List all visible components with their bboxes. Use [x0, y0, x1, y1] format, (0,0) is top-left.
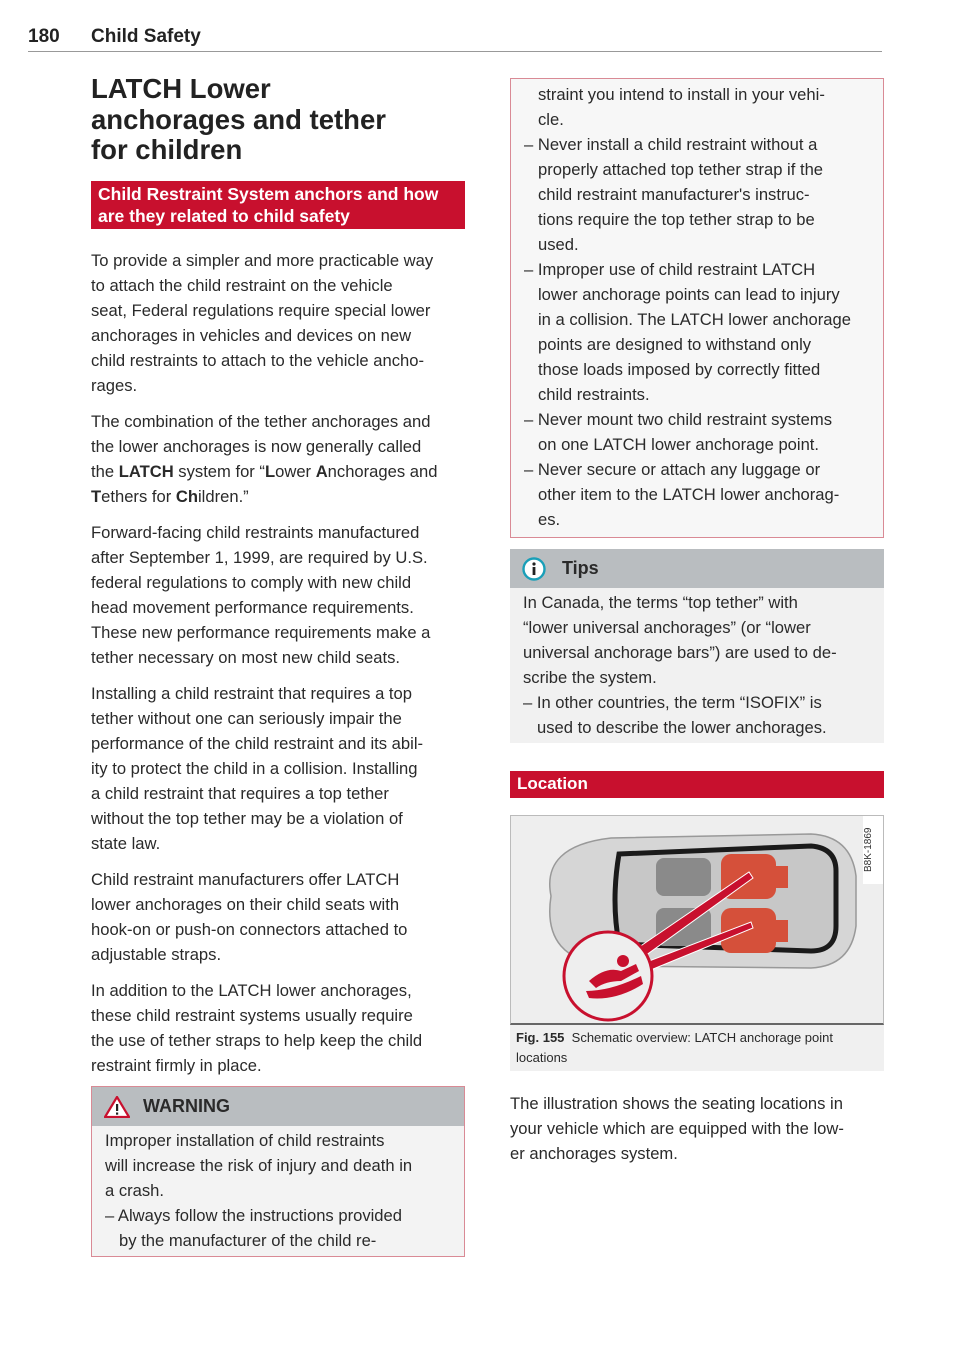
- text: system for “: [173, 462, 265, 481]
- figure-caption: [510, 1025, 884, 1071]
- warning-header: [92, 1087, 464, 1126]
- text-line: – Always follow the instructions provided: [105, 1206, 402, 1225]
- car-illustration: [510, 815, 884, 1025]
- caption-text: Schematic overview: LATCH anchorage point: [571, 1030, 833, 1045]
- bold-text: T: [91, 487, 102, 506]
- text-line: points are designed to withstand only: [538, 335, 812, 354]
- caption-text: locations: [516, 1050, 568, 1065]
- text: nchorages and: [327, 462, 438, 481]
- warning-box: [91, 1086, 465, 1257]
- tips-item: [523, 690, 872, 740]
- warning-text: [524, 82, 871, 132]
- bold-text: Ch: [175, 487, 198, 506]
- title-line: LATCH Lower: [91, 73, 271, 104]
- location-heading: Location: [510, 771, 884, 798]
- info-icon: [522, 557, 546, 581]
- left-column: [91, 181, 465, 1089]
- text-line: “lower universal anchorages” (or “lower: [523, 618, 811, 637]
- text-line: lower anchorage points can lead to injury: [538, 285, 840, 304]
- page-title: [91, 74, 471, 166]
- figure-155: [510, 815, 884, 1071]
- warning-text: [105, 1128, 452, 1203]
- bold-text: A: [315, 462, 328, 481]
- text-line: anchorages in vehicles and devices on new: [91, 326, 412, 345]
- text-line: federal regulations to comply with new child: [91, 573, 412, 592]
- text-line: [91, 459, 465, 484]
- text: ildren.”: [197, 487, 249, 506]
- text-line: The combination of the tether anchorages and: [91, 412, 431, 431]
- title-line: for children: [91, 134, 243, 165]
- text-line: a child restraint that requires a top tether: [91, 784, 389, 803]
- tips-text: [523, 590, 872, 690]
- text: the: [91, 462, 119, 481]
- latch-paragraph: [91, 409, 465, 509]
- text-line: these child restraint systems usually require: [91, 1006, 413, 1025]
- warning-title: WARNING: [143, 1096, 230, 1116]
- text-line: a crash.: [105, 1181, 165, 1200]
- subheading-line: are they related to child safety: [98, 206, 350, 226]
- subheading-line: Child Restraint System anchors and how: [98, 184, 439, 204]
- text-line: by the manufacturer of the child re-: [119, 1231, 377, 1250]
- text-line: those loads imposed by correctly fitted: [538, 360, 821, 379]
- text-line: will increase the risk of injury and death in: [105, 1156, 413, 1175]
- text-line: Installing a child restraint that requires a top: [91, 684, 412, 703]
- text-line: ity to protect the child in a collision. Installing: [91, 759, 418, 778]
- text-line: head movement performance requirements.: [91, 598, 414, 617]
- text-line: – Improper use of child restraint LATCH: [524, 260, 816, 279]
- text-line: properly attached top tether strap if the: [538, 160, 824, 179]
- warning-item: [524, 132, 871, 257]
- text-line: to attach the child restraint on the vehicle: [91, 276, 393, 295]
- warning-item: [524, 407, 871, 457]
- text-line: state law.: [91, 834, 161, 853]
- text-line: without the top tether may be a violation of: [91, 809, 403, 828]
- text-line: er anchorages system.: [510, 1144, 678, 1163]
- car-top-view-image: [511, 816, 883, 1024]
- tips-title: Tips: [562, 558, 599, 578]
- location-paragraph: [510, 1091, 884, 1166]
- text-line: In Canada, the terms “top tether” with: [523, 593, 798, 612]
- text: ethers for: [101, 487, 176, 506]
- section-title: Child Safety: [91, 26, 201, 47]
- text-line: hook-on or push-on connectors attached to: [91, 920, 408, 939]
- bold-text: L: [264, 462, 276, 481]
- text-line: the use of tether straps to help keep the child: [91, 1031, 423, 1050]
- warning-item: [524, 457, 871, 532]
- text-line: rages.: [91, 376, 138, 395]
- text-line: used to describe the lower anchorages.: [537, 718, 827, 737]
- paragraph: [91, 681, 465, 856]
- text-line: used.: [538, 235, 579, 254]
- text-line: Child restraint manufacturers offer LATCH: [91, 870, 400, 889]
- title-line: anchorages and tether: [91, 103, 386, 135]
- text-line: other item to the LATCH lower anchorag-: [538, 485, 840, 504]
- text-line: child restraint manufacturer's instruc-: [538, 185, 810, 204]
- text-line: in a collision. The LATCH lower anchorage: [538, 310, 851, 329]
- text-line: [91, 484, 465, 509]
- text-line: Improper installation of child restraints: [105, 1131, 385, 1150]
- text-line: scribe the system.: [523, 668, 657, 687]
- text-line: – Never mount two child restraint systems: [524, 410, 833, 429]
- text-line: tether without one can seriously impair the: [91, 709, 402, 728]
- text-line: – Never secure or attach any luggage or: [524, 460, 821, 479]
- figure-code: B8K-1869: [863, 816, 883, 884]
- text-line: In addition to the LATCH lower anchorages,: [91, 981, 412, 1000]
- paragraph: [91, 867, 465, 967]
- text-line: lower anchorages on their child seats with: [91, 895, 400, 914]
- text-line: your vehicle which are equipped with the low-: [510, 1119, 844, 1138]
- paragraph: [91, 248, 465, 398]
- text-line: These new performance requirements make a: [91, 623, 431, 642]
- text-line: es.: [538, 510, 561, 529]
- paragraph: [91, 978, 465, 1078]
- text-line: Forward-facing child restraints manufactured: [91, 523, 420, 542]
- subheading: [91, 181, 465, 229]
- text-line: restraint firmly in place.: [91, 1056, 262, 1075]
- figure-label: Fig. 155: [516, 1030, 565, 1045]
- tips-header: [510, 549, 884, 588]
- text-line: performance of the child restraint and its abil-: [91, 734, 424, 753]
- warning-continued-box: [510, 78, 884, 538]
- text-line: – Never install a child restraint without a: [524, 135, 818, 154]
- text-line: after September 1, 1999, are required by U.S.: [91, 548, 428, 567]
- page-header: [28, 24, 882, 52]
- paragraph: [91, 520, 465, 670]
- tips-box: [510, 549, 884, 743]
- warning-triangle-icon: [104, 1096, 130, 1118]
- warning-item: [105, 1203, 452, 1253]
- text-line: – In other countries, the term “ISOFIX” is: [523, 693, 822, 712]
- text-line: on one LATCH lower anchorage point.: [538, 435, 820, 454]
- text-line: tether necessary on most new child seats.: [91, 648, 400, 667]
- text-line: The illustration shows the seating locations in: [510, 1094, 843, 1113]
- text-line: seat, Federal regulations require special lower: [91, 301, 431, 320]
- text: ower: [275, 462, 316, 481]
- text-line: adjustable straps.: [91, 945, 222, 964]
- text-line: universal anchorage bars”) are used to de-: [523, 643, 837, 662]
- text-line: the lower anchorages is now generally called: [91, 437, 422, 456]
- text-line: child restraints to attach to the vehicle ancho-: [91, 351, 424, 370]
- text-line: tions require the top tether strap to be: [538, 210, 815, 229]
- text-line: cle.: [538, 110, 564, 129]
- warning-item: [524, 257, 871, 407]
- text-line: child restraints.: [538, 385, 650, 404]
- text-line: To provide a simpler and more practicable way: [91, 251, 434, 270]
- page-number: 180: [28, 26, 60, 47]
- bold-text: LATCH: [118, 462, 174, 481]
- text-line: straint you intend to install in your vehi-: [538, 85, 825, 104]
